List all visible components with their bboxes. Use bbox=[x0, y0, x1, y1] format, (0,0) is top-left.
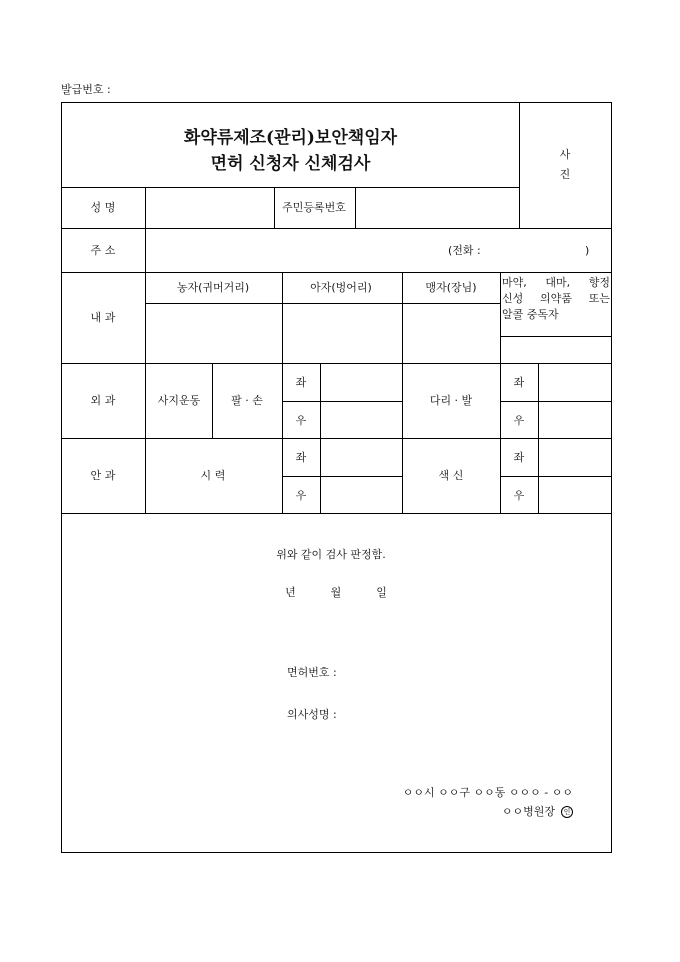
color-vision-label: 색 신 bbox=[438, 469, 464, 482]
leg-right-label: 우 bbox=[513, 414, 525, 427]
hospital-director: ㅇㅇ병원장 bbox=[501, 805, 555, 818]
phone-label: (전화 : bbox=[448, 244, 481, 257]
hospital-address: ㅇㅇ시 ㅇㅇ구 ㅇㅇ동 ㅇㅇㅇ - ㅇㅇ bbox=[402, 786, 573, 799]
leg-left-label: 좌 bbox=[513, 376, 525, 389]
resident-number-label: 주민등록번호 bbox=[282, 201, 346, 214]
internal-medicine-label: 내 과 bbox=[90, 311, 116, 324]
arm-hand-label: 팔 · 손 bbox=[231, 394, 263, 407]
phone-close: ) bbox=[585, 244, 590, 257]
photo-label-1: 사 bbox=[559, 148, 571, 161]
drug-addiction-label: 마약, 대마, 향정 신성 의약품 또는 알콜 중독자 bbox=[502, 276, 610, 321]
address-label: 주 소 bbox=[90, 244, 116, 257]
arm-right-label: 우 bbox=[295, 414, 307, 427]
vision-left-label: 좌 bbox=[295, 451, 307, 464]
vision-right-label: 우 bbox=[295, 489, 307, 502]
license-number-label: 면허번호 : bbox=[287, 666, 337, 679]
vision-label: 시 력 bbox=[200, 469, 226, 482]
statement: 위와 같이 검사 판정함. bbox=[276, 548, 386, 561]
color-left-label: 좌 bbox=[513, 451, 525, 464]
limb-motion-label: 사지운동 bbox=[157, 394, 201, 407]
color-right-label: 우 bbox=[513, 489, 525, 502]
surgery-label: 외 과 bbox=[90, 394, 116, 407]
doctor-name-label: 의사성명 : bbox=[287, 708, 337, 721]
issue-number-label: 발급번호 : bbox=[61, 83, 111, 96]
arm-left-label: 좌 bbox=[295, 376, 307, 389]
photo-label-2: 진 bbox=[559, 168, 571, 181]
name-label: 성 명 bbox=[90, 201, 116, 214]
form-title-line-2: 면허 신청자 신체검사 bbox=[210, 154, 371, 174]
col-stutter: 맹자(장님) bbox=[425, 281, 477, 294]
col-mute: 아자(벙어리) bbox=[310, 281, 372, 294]
health-exam-form bbox=[61, 102, 612, 853]
form-title-line-1: 화약류제조(관리)보안책임자 bbox=[183, 128, 398, 148]
leg-foot-label: 다리 · 발 bbox=[429, 394, 473, 407]
seal-mark: 인 bbox=[561, 806, 573, 818]
date-line: 년 월 일 bbox=[285, 586, 387, 599]
hospital-director-line bbox=[502, 806, 573, 818]
ophthalmology-label: 안 과 bbox=[90, 469, 116, 482]
col-deaf: 농자(귀머거리) bbox=[176, 281, 250, 294]
